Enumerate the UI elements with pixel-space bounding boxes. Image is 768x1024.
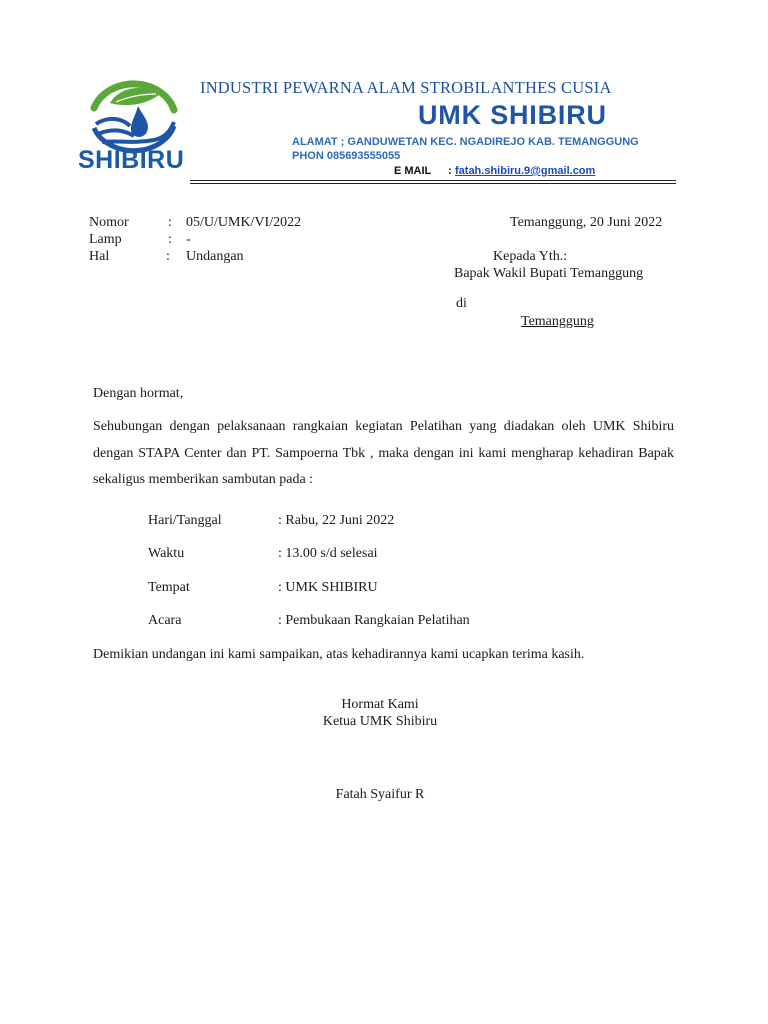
hal-label: Hal	[89, 249, 110, 264]
detail-value-event: : Pembukaan Rangkaian Pelatihan	[278, 613, 470, 628]
letterhead-divider-secondary	[190, 183, 676, 184]
hal-separator: :	[166, 249, 170, 264]
letterhead-email-label: E MAIL	[394, 165, 432, 177]
nomor-label: Nomor	[89, 215, 129, 230]
lamp-label: Lamp	[89, 232, 122, 247]
nomor-separator: :	[168, 215, 172, 230]
salutation: Dengan hormat,	[93, 386, 184, 401]
letterhead-address: ALAMAT ; GANDUWETAN KEC. NGADIREJO KAB. TEMANGGUNG	[292, 136, 639, 148]
letterhead-email-separator: :	[448, 165, 452, 177]
recipient-di: di	[456, 296, 467, 311]
recipient-kepada: Kepada Yth.:	[493, 249, 568, 264]
recipient-name: Bapak Wakil Bupati Temanggung	[454, 266, 644, 281]
detail-label-place: Tempat	[148, 580, 190, 595]
hal-value: Undangan	[186, 249, 244, 264]
detail-label-event: Acara	[148, 613, 182, 628]
lamp-value: -	[186, 232, 191, 247]
letterhead-company-name: UMK SHIBIRU	[418, 100, 607, 130]
nomor-value: 05/U/UMK/VI/2022	[186, 215, 302, 230]
detail-value-date: : Rabu, 22 Juni 2022	[278, 513, 395, 528]
detail-label-date: Hari/Tanggal	[148, 513, 222, 528]
signature-hormat: Hormat Kami	[341, 697, 419, 712]
signature-title: Ketua UMK Shibiru	[322, 714, 438, 729]
letterhead-phone: PHON 085693555055	[292, 150, 401, 162]
lamp-separator: :	[168, 232, 172, 247]
letterhead-divider	[190, 180, 676, 181]
logo-wordmark: SHIBIRU	[78, 146, 185, 174]
place-date: Temanggung, 20 Juni 2022	[510, 215, 663, 230]
letterhead-industry: INDUSTRI PEWARNA ALAM STROBILANTHES CUSIA	[200, 78, 612, 97]
detail-value-place: : UMK SHIBIRU	[278, 580, 378, 595]
letterhead-email-link[interactable]: fatah.shibiru.9@gmail.com	[455, 165, 596, 177]
detail-value-time: : 13.00 s/d selesai	[278, 546, 378, 561]
closing-sentence: Demikian undangan ini kami sampaikan, atas kehadirannya kami ucapkan terima kasih.	[93, 647, 585, 662]
body-paragraph: Sehubungan dengan pelaksanaan rangkaian kegiatan Pelatihan yang diadakan oleh UMK Shibiru dengan STAPA Center dan PT. Sampoerna Tbk , maka dengan ini kami mengharap kehadiran Bapak sekaligus memberikan sambutan pada :	[93, 419, 674, 487]
signature-name: Fatah Syaifur R	[335, 787, 425, 802]
recipient-city: Temanggung	[521, 314, 594, 329]
detail-label-time: Waktu	[148, 546, 185, 561]
